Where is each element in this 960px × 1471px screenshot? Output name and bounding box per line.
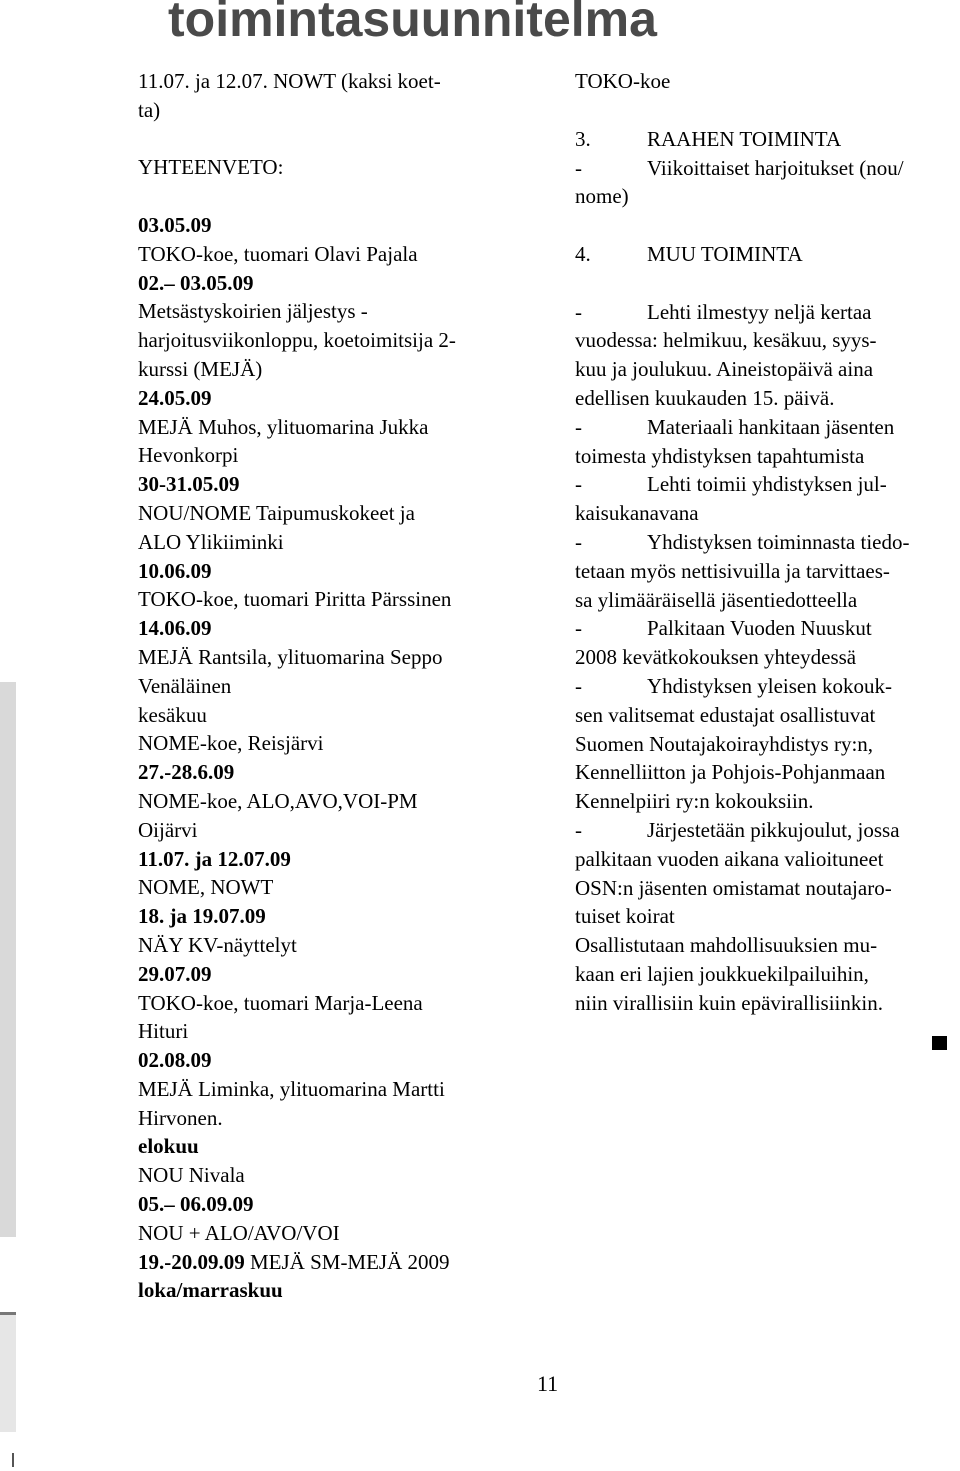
- event-text: MEJÄ Liminka, ylituomarina Martti: [138, 1076, 445, 1101]
- end-mark: [932, 1036, 947, 1050]
- item-text: 2008 kevätkokouksen yhteydessä: [575, 645, 857, 670]
- item-text: palkitaan vuoden aikana valioituneet: [575, 846, 884, 871]
- list-item: [575, 672, 960, 701]
- event-text: kurssi (MEJÄ): [138, 356, 263, 381]
- event-date: 11.07. ja 12.07.09: [138, 846, 291, 871]
- list-item: [575, 816, 960, 845]
- dash-bullet: -: [575, 673, 582, 698]
- event-text: Hirvonen.: [138, 1105, 223, 1130]
- summary-heading: YHTEENVETO:: [138, 155, 284, 180]
- event-text: ALO Ylikiiminki: [138, 529, 284, 554]
- item-text: Järjestetään pikkujoulut, jossa: [647, 817, 900, 842]
- top-line: TOKO-koe: [575, 69, 671, 93]
- item-text: sa ylimääräisellä jäsentiedotteella: [575, 587, 858, 612]
- list-item: [575, 154, 960, 183]
- dash-bullet: -: [575, 299, 582, 324]
- item-text: Lehti ilmestyy neljä kertaa: [647, 299, 872, 324]
- event-text: NOU + ALO/AVO/VOI: [138, 1220, 340, 1245]
- item-text: Kennelliitton ja Pohjois-Pohjanmaan: [575, 760, 886, 785]
- item-text: tetaan myös nettisivuilla ja tarvittaes-: [575, 558, 890, 583]
- item-text: vuodessa: helmikuu, kesäkuu, syys-: [575, 328, 877, 353]
- item-text: kaisukanavana: [575, 501, 699, 526]
- event-date: 19.-20.09.09: [138, 1249, 245, 1274]
- event-text: Hevonkorpi: [138, 443, 239, 468]
- page-title: toimintasuunnitelma: [168, 0, 657, 47]
- event-text: TOKO-koe, tuomari Piritta Pärssinen: [138, 587, 452, 612]
- closing-paragraph: [575, 931, 960, 1017]
- event-text: MEJÄ Rantsila, ylituomarina Seppo: [138, 644, 443, 669]
- event-text: kesäkuu: [138, 702, 207, 727]
- left-column: [138, 67, 518, 1305]
- activity-list: [575, 298, 960, 932]
- list-item: [575, 528, 960, 557]
- list-item: [575, 413, 960, 442]
- section-number: 4.: [575, 241, 591, 266]
- section-heading: [575, 240, 960, 269]
- scan-edge: [0, 682, 16, 1237]
- item-text: Viikoittaiset harjoitukset (nou/: [647, 155, 904, 180]
- event-date: 14.06.09: [138, 616, 212, 641]
- list-item: [575, 298, 960, 327]
- item-text: Suomen Noutajakoirayhdistys ry:n,: [575, 731, 874, 756]
- event-date: 02.– 03.05.09: [138, 270, 254, 295]
- scan-edge: [0, 1312, 16, 1315]
- list-item: [575, 470, 960, 499]
- dash-bullet: -: [575, 529, 582, 554]
- dash-bullet: -: [575, 155, 582, 180]
- dash-bullet: -: [575, 472, 582, 497]
- item-text: Yhdistyksen toiminnasta tiedo-: [647, 529, 910, 554]
- section-title: RAAHEN TOIMINTA: [647, 126, 842, 151]
- event-text: MEJÄ Muhos, ylituomarina Jukka: [138, 414, 429, 439]
- section-number: 3.: [575, 126, 591, 151]
- event-text: MEJÄ SM-MEJÄ 2009: [244, 1249, 450, 1274]
- event-date: 30-31.05.09: [138, 472, 240, 497]
- event-list: [138, 211, 518, 1248]
- intro-line: ta): [138, 97, 161, 122]
- right-column: [575, 67, 960, 1018]
- event-text: harjoitusviikonloppu, koetoimitsija 2-: [138, 328, 456, 353]
- event-date: 24.05.09: [138, 385, 212, 410]
- event-text: Hituri: [138, 1019, 189, 1044]
- section-title: MUU TOIMINTA: [647, 241, 803, 266]
- item-text: Palkitaan Vuoden Nuuskut: [647, 616, 872, 641]
- item-text: Kennelpiiri ry:n kokouksiin.: [575, 789, 814, 814]
- event-text: TOKO-koe, tuomari Olavi Pajala: [138, 241, 418, 266]
- item-text: OSN:n jäsenten omistamat noutajaro-: [575, 875, 892, 900]
- event-date: 29.07.09: [138, 961, 212, 986]
- item-text: sen valitsemat edustajat osallistuvat: [575, 702, 876, 727]
- section-heading: [575, 125, 960, 154]
- event-text: Venäläinen: [138, 673, 232, 698]
- item-text: edellisen kuukauden 15. päivä.: [575, 385, 835, 410]
- scan-edge: [0, 1312, 16, 1432]
- item-text: nome): [575, 184, 629, 209]
- event-text: Metsästyskoirien jäljestys -: [138, 299, 368, 324]
- event-date: 18. ja 19.07.09: [138, 904, 266, 929]
- event-text: NOU Nivala: [138, 1163, 245, 1188]
- event-text: TOKO-koe, tuomari Marja-Leena: [138, 990, 423, 1015]
- event-date: 10.06.09: [138, 558, 212, 583]
- event-text: Oijärvi: [138, 817, 198, 842]
- item-text: tuiset koirat: [575, 904, 675, 929]
- list-item: [575, 614, 960, 643]
- scan-edge: [12, 1453, 14, 1467]
- final-heading: loka/marraskuu: [138, 1278, 283, 1303]
- event-text: NOU/NOME Taipumuskokeet ja: [138, 500, 415, 525]
- item-text: Yhdistyksen yleisen kokouk-: [647, 673, 892, 698]
- dash-bullet: -: [575, 414, 582, 439]
- item-text: Materiaali hankitaan jäsenten: [647, 414, 895, 439]
- closing-line: Osallistutaan mahdollisuuksien mu-: [575, 933, 878, 958]
- event-date: 05.– 06.09.09: [138, 1192, 254, 1217]
- item-text: toimesta yhdistyksen tapahtumista: [575, 443, 865, 468]
- page-number: 11: [537, 1371, 559, 1396]
- event-text: NOME-koe, ALO,AVO,VOI-PM: [138, 788, 418, 813]
- closing-line: kaan eri lajien joukkuekilpailuihin,: [575, 961, 869, 986]
- event-date: 27.-28.6.09: [138, 760, 235, 785]
- item-text: kuu ja joulukuu. Aineistopäivä aina: [575, 357, 874, 382]
- intro-line: 11.07. ja 12.07. NOWT (kaksi koet-: [138, 69, 441, 93]
- closing-line: niin virallisiin kuin epävirallisiinkin.: [575, 990, 883, 1015]
- event-date: 03.05.09: [138, 212, 212, 237]
- dash-bullet: -: [575, 616, 582, 641]
- event-text: NOME, NOWT: [138, 875, 274, 900]
- item-text: Lehti toimii yhdistyksen jul-: [647, 472, 887, 497]
- dash-bullet: -: [575, 817, 582, 842]
- event-date: elokuu: [138, 1134, 199, 1159]
- event-text: NOME-koe, Reisjärvi: [138, 731, 324, 756]
- event-text: NÄY KV-näyttelyt: [138, 932, 297, 957]
- event-date: 02.08.09: [138, 1048, 212, 1073]
- event-item: [138, 1248, 518, 1277]
